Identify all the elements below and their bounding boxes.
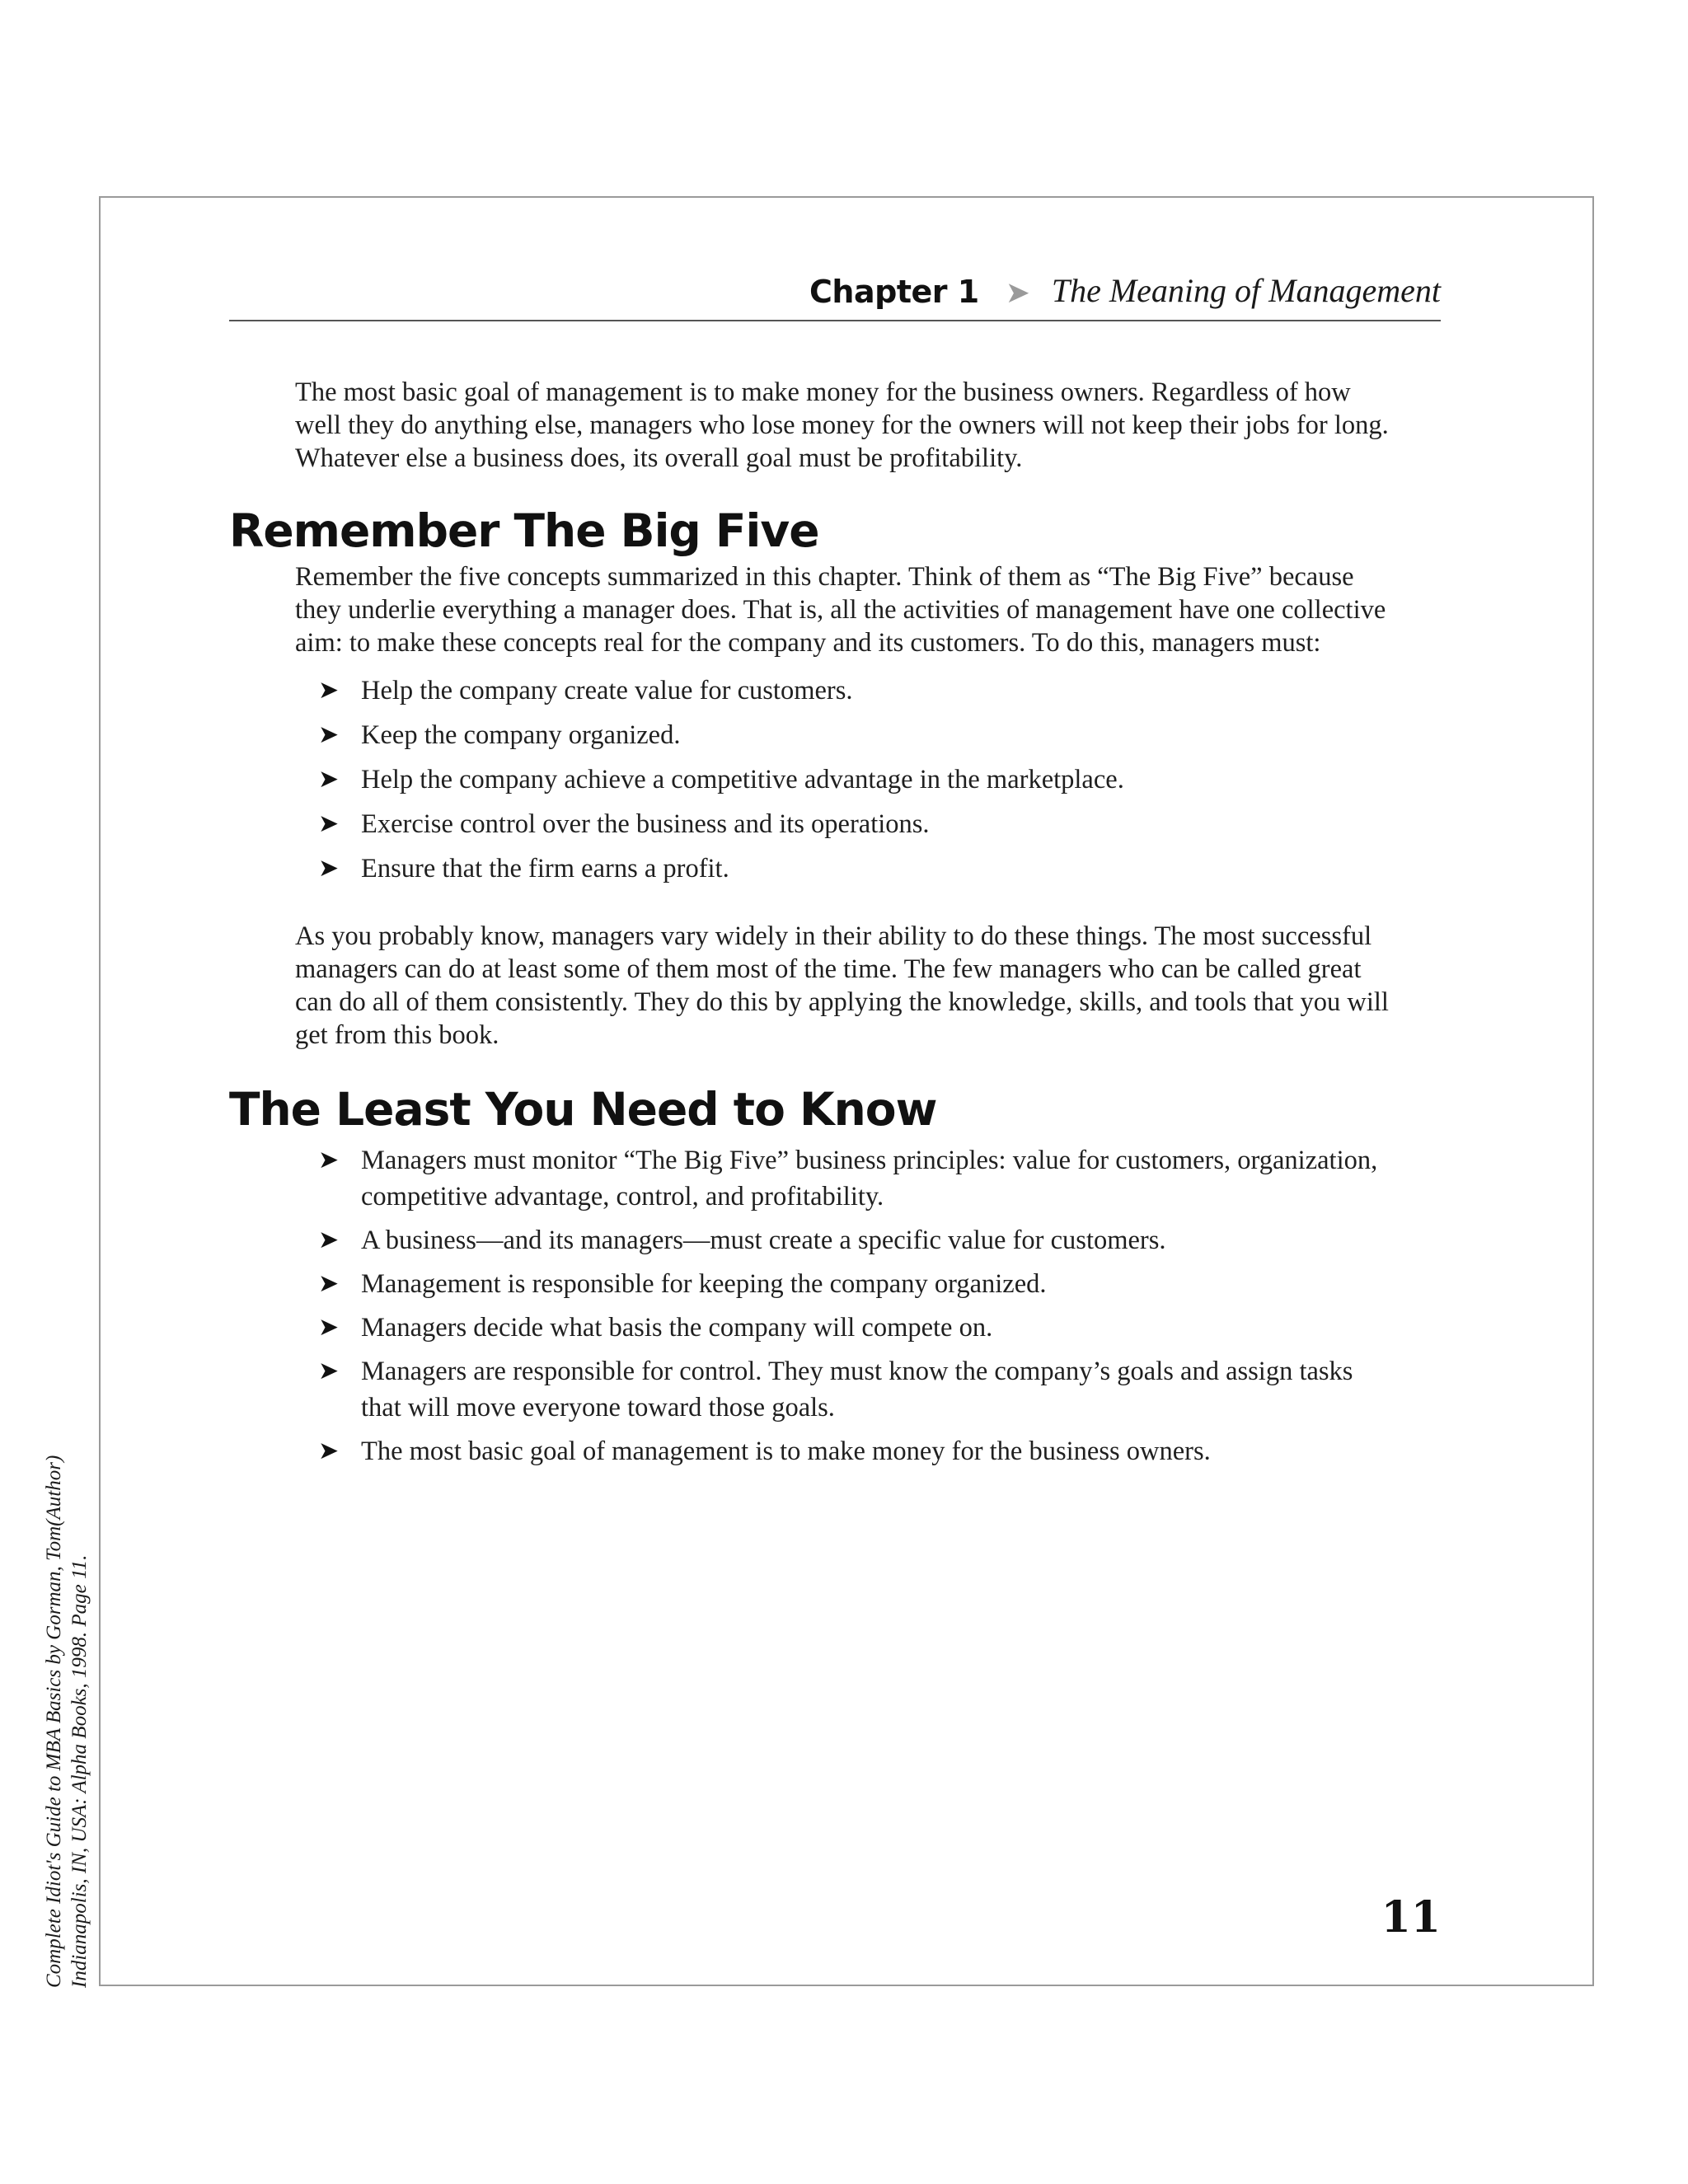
list-item-text: Ensure that the firm earns a profit. [361, 854, 729, 883]
list-item [318, 673, 1391, 709]
list-item [318, 1433, 1391, 1469]
chapter-title: The Meaning of Management [1051, 272, 1441, 309]
arrowhead-right-icon: ➤ [1005, 276, 1030, 310]
section-heading-least: The Least You Need to Know [229, 1083, 937, 1136]
big-five-paragraph: Remember the five concepts summarized in this chapter. Think of them as “The Big Five” because they underlie everything a manager does. That is, all the activities of management have one collective aim: to make these concepts real for the company and its customers. To do this, managers must: [295, 562, 1386, 658]
list-item-text: A business—and its managers—must create a specific value for customers. [361, 1226, 1166, 1255]
list-item [318, 1310, 1391, 1346]
page-number: 11 [1381, 1892, 1441, 1943]
list-item-text: Exercise control over the business and its operations. [361, 809, 930, 839]
running-header [229, 269, 1441, 321]
arrowhead-right-icon: ➤ [318, 809, 340, 838]
arrowhead-right-icon: ➤ [318, 1146, 340, 1174]
arrowhead-right-icon: ➤ [318, 854, 340, 883]
list-item [318, 806, 1391, 842]
citation [41, 1394, 92, 1988]
page-content [229, 376, 1441, 1477]
arrowhead-right-icon: ➤ [318, 1436, 340, 1465]
list-item [318, 1353, 1391, 1426]
list-item-text: Management is responsible for keeping the company organized. [361, 1269, 1047, 1299]
citation-line-2: Indianapolis, IN, USA: Alpha Books, 1998. Page 11. [68, 1554, 91, 1988]
intro-paragraph: The most basic goal of management is to make money for the business owners. Regardless of how well they do anything else, managers who lose money for the owners will not keep their jobs for long. Whatever else a business does, its overall goal must be profitability. [295, 377, 1389, 473]
big-five-closing-paragraph: As you probably know, managers vary widely in their ability to do these things. The most successful managers can do at least some of them most of the time. The few managers who can be called great can do all of them consistently. They do this by applying the knowledge, skills, and tools that you will get from this book. [295, 921, 1389, 1050]
arrowhead-right-icon: ➤ [318, 1226, 340, 1254]
list-item [318, 1222, 1391, 1258]
list-item [318, 851, 1391, 887]
list-item-text: Managers must monitor “The Big Five” business principles: value for customers, organization, competitive advantage, control, and profitability. [361, 1146, 1378, 1212]
arrowhead-right-icon: ➤ [318, 1357, 340, 1385]
big-five-list [229, 673, 1441, 887]
list-item [318, 762, 1391, 798]
list-item-text: Help the company achieve a competitive advantage in the marketplace. [361, 765, 1124, 794]
citation-line-1: Complete Idiot's Guide to MBA Basics by Gorman, Tom(Author) [43, 1455, 65, 1988]
list-item [318, 1142, 1391, 1215]
list-item-text: Help the company create value for customers. [361, 676, 853, 705]
list-item-text: Managers decide what basis the company will compete on. [361, 1313, 993, 1343]
arrowhead-right-icon: ➤ [318, 720, 340, 749]
list-item-text: The most basic goal of management is to make money for the business owners. [361, 1436, 1211, 1466]
chapter-label: Chapter 1 [809, 274, 979, 310]
arrowhead-right-icon: ➤ [318, 1269, 340, 1298]
list-item-text: Managers are responsible for control. They must know the company’s goals and assign tasks that will move everyone toward those goals. [361, 1357, 1353, 1422]
list-item-text: Keep the company organized. [361, 720, 681, 750]
least-list [229, 1142, 1441, 1469]
list-item [318, 1266, 1391, 1302]
list-item [318, 717, 1391, 753]
arrowhead-right-icon: ➤ [318, 1313, 340, 1342]
arrowhead-right-icon: ➤ [318, 765, 340, 794]
arrowhead-right-icon: ➤ [318, 676, 340, 705]
section-heading-big-five: Remember The Big Five [229, 504, 819, 557]
